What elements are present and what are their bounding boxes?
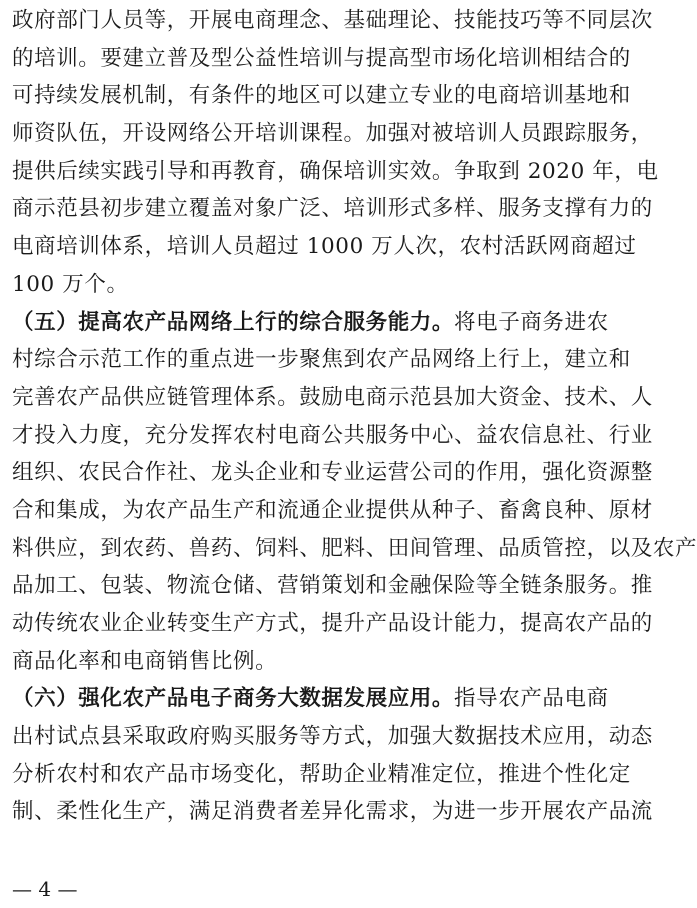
text-line: 电商培训体系，培训人员超过 1000 万人次，农村活跃网商超过: [12, 234, 637, 260]
text-line: 商品化率和电商销售比例。: [12, 648, 278, 674]
text-line: 商示范县初步建立覆盖对象广泛、培训形式多样、服务支撑有力的: [12, 196, 653, 222]
text-line: 品加工、包装、物流仓储、营销策划和金融保险等全链条服务。推: [12, 573, 653, 599]
page-number: — 4 —: [12, 877, 78, 901]
text-line: 的培训。要建立普及型公益性培训与提高型市场化培训相结合的: [12, 45, 631, 71]
text-line: 师资队伍，开设网络公开培训课程。加强对被培训人员跟踪服务，: [12, 121, 653, 147]
section-heading-rest: 指导农产品电商: [454, 686, 609, 712]
document-body: [12, 0, 697, 831]
text-line: 合和集成，为农产品生产和流通企业提供从种子、畜禽良种、原材: [12, 497, 653, 523]
text-line: 分析农村和农产品市场变化，帮助企业精准定位，推进个性化定: [12, 761, 631, 787]
section-heading: （五）提高农产品网络上行的综合服务能力。: [12, 309, 455, 335]
text-line: 100 万个。: [12, 271, 129, 297]
text-line: 政府部门人员等，开展电商理念、基础理论、技能技巧等不同层次: [12, 8, 653, 33]
text-line: 提供后续实践引导和再教育，确保培训实效。争取到 2020 年，电: [12, 158, 659, 184]
text-line: 完善农产品供应链管理体系。鼓励电商示范县加大资金、技术、人: [12, 384, 653, 410]
text-line: 料供应，到农药、兽药、饲料、肥料、田间管理、品质管控，以及农产: [12, 535, 697, 561]
text-line: 动传统农业企业转变生产方式，提升产品设计能力，提高农产品的: [12, 611, 653, 636]
section-heading: （六）强化农产品电子商务大数据发展应用。: [12, 686, 455, 712]
section-heading-line: [12, 304, 616, 342]
section-heading-line: [12, 680, 616, 718]
text-line: 才投入力度，充分发挥农村电商公共服务中心、益农信息社、行业: [12, 422, 653, 448]
text-line: 可持续发展机制，有条件的地区可以建立专业的电商培训基地和: [12, 83, 631, 109]
text-line: 制、柔性化生产，满足消费者差异化需求，为进一步开展农产品流: [12, 799, 653, 825]
text-line: 出村试点县采取政府购买服务等方式，加强大数据技术应用，动态: [12, 724, 653, 750]
section-heading-rest: 将电子商务进农: [454, 309, 609, 335]
text-line: 组织、农民合作社、龙头企业和专业运营公司的作用，强化资源整: [12, 460, 653, 486]
text-line: 村综合示范工作的重点进一步聚焦到农产品网络上行上，建立和: [12, 347, 631, 373]
